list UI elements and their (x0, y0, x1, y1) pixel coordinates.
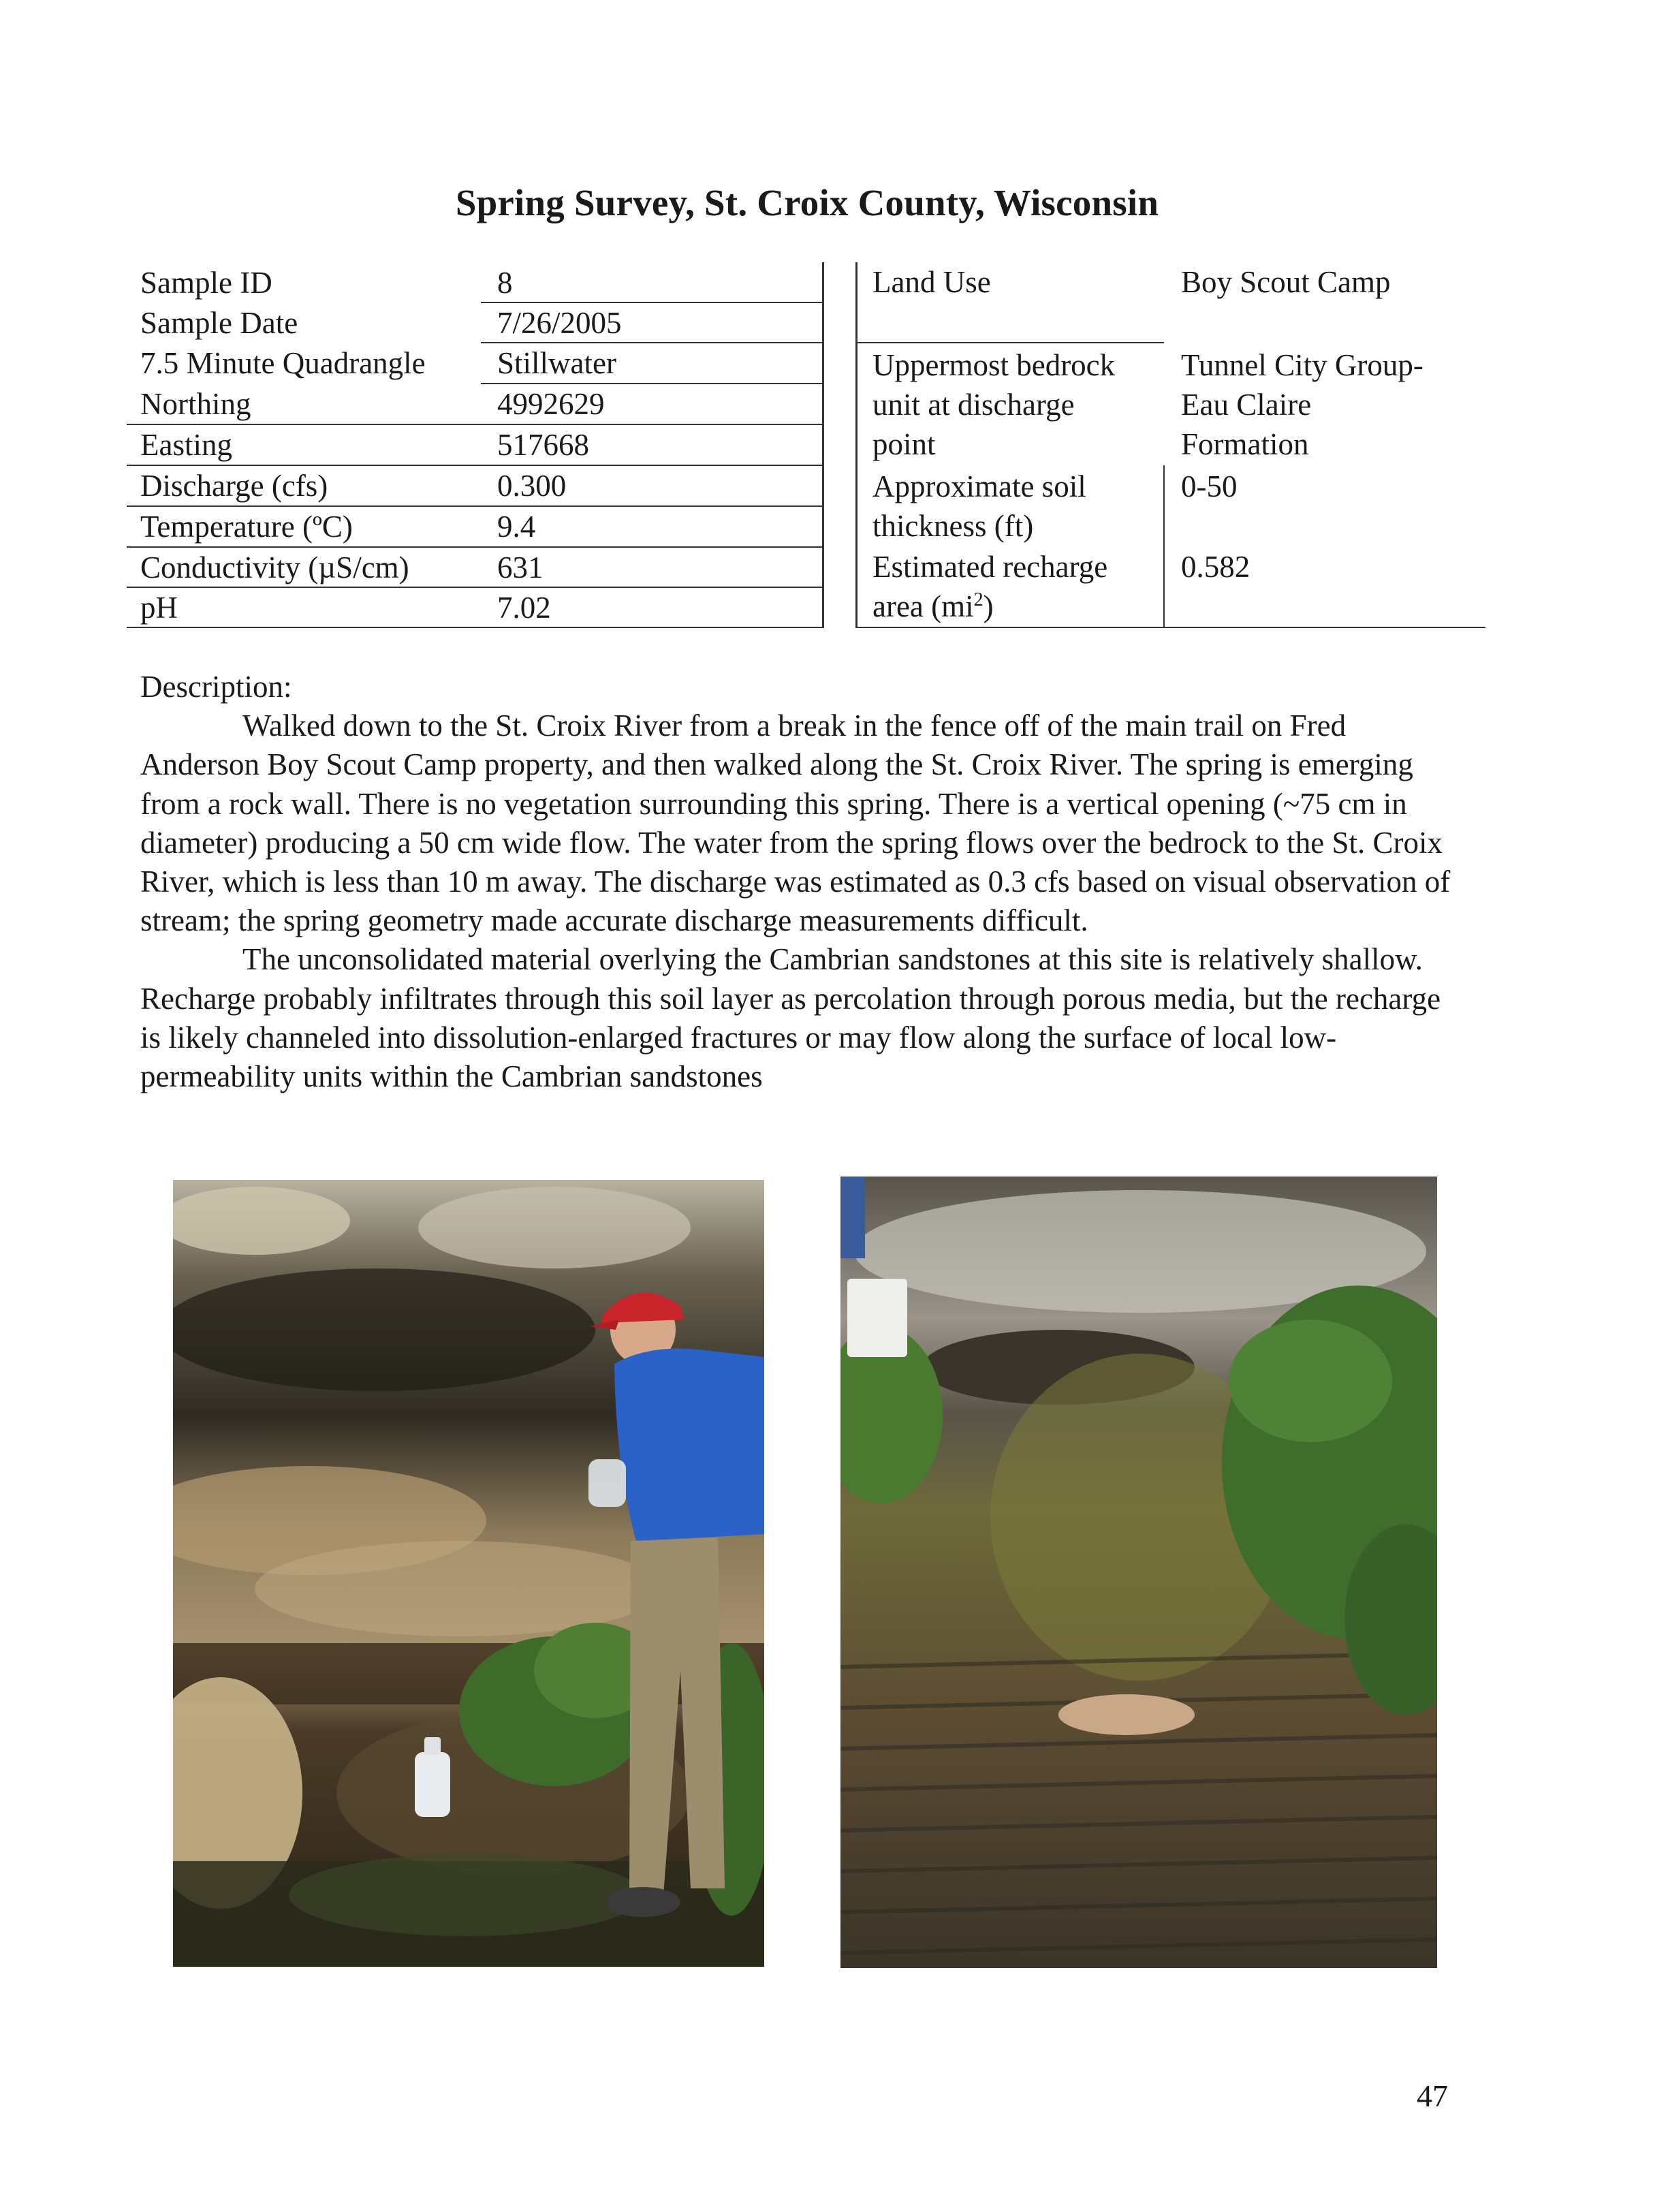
row-label: pH (140, 591, 178, 625)
bedrock-label-line: unit at discharge (872, 388, 1075, 422)
sample-data-table (127, 262, 823, 628)
row-value: 0.300 (497, 469, 567, 503)
description-paragraph: Walked down to the St. Croix River from a break in the fence off of the main trail on Fred Anderson Boy Scout Camp property, and then walked along the St. Croix River. The spring is emerging from a rock wall. There is no vegetation surrounding this spring. There is a vertical opening (~75 cm in diameter) producing a 50 cm wide flow. The water from the spring flows over the bedrock to the St. Croix River, which is less than 10 m away. The discharge was estimated as 0.3 cfs based on visual observation of stream; the spring geometry made accurate discharge measurements difficult. (140, 708, 1451, 938)
table-row (127, 302, 823, 343)
spring-outflow-photo (840, 1177, 1437, 1968)
table-row (127, 547, 823, 588)
row-label: 7.5 Minute Quadrangle (140, 346, 426, 380)
page-number: 47 (1417, 2078, 1448, 2113)
row-value: 7/26/2005 (497, 306, 622, 340)
table-row (127, 506, 823, 547)
bedrock-value-line: Eau Claire (1181, 388, 1312, 422)
row-value: 9.4 (497, 510, 536, 544)
soil-label-line: thickness (ft) (872, 509, 1034, 543)
table-row (127, 384, 823, 424)
bedrock-label-line: point (872, 427, 936, 461)
table-row (127, 343, 823, 384)
land-use-label: Land Use (872, 265, 991, 299)
row-value: 8 (497, 266, 513, 300)
soil-label-line: Approximate soil (872, 469, 1086, 503)
row-label: Northing (140, 387, 251, 421)
row-label: Sample Date (140, 306, 298, 340)
recharge-label-line: area $(mi^2)$ (872, 589, 994, 623)
row-label: Conductivity (µS/cm) (140, 550, 409, 585)
row-label: Easting (140, 428, 232, 462)
description-heading: Description: (140, 670, 292, 704)
row-value: 7.02 (497, 591, 551, 625)
bedrock-label-line: Uppermost bedrock (872, 348, 1116, 382)
site-info-table (855, 262, 1485, 630)
row-value: 517668 (497, 428, 589, 462)
bedrock-value-line: Formation (1181, 427, 1309, 461)
row-value: 631 (497, 550, 544, 585)
page-title: Spring Survey, St. Croix County, Wisconsin (455, 182, 1159, 223)
bedrock-value-line: Tunnel City Group- (1181, 348, 1423, 382)
row-label: Sample ID (140, 266, 272, 300)
description-paragraph: The unconsolidated material overlying the Cambrian sandstones at this site is relatively shallow. Recharge probably infiltrates through this soil layer as percolation through porous media, but the recharge is likely channeled into dissolution-enlarged fractures or may flow along the surface of local low-permeability units within the Cambrian sandstones (140, 942, 1441, 1094)
row-label: Discharge (cfs) (140, 469, 328, 503)
land-use-value: Boy Scout Camp (1181, 265, 1391, 299)
soil-value: 0-50 (1181, 469, 1238, 503)
spring-sampling-photo (173, 1180, 764, 1967)
table-row (127, 262, 823, 303)
row-label: Temperature (ºC) (140, 510, 353, 544)
row-value: 4992629 (497, 387, 605, 421)
table-row (127, 465, 823, 506)
recharge-label-line: Estimated recharge (872, 550, 1108, 584)
table-row (127, 424, 823, 465)
recharge-value: 0.582 (1181, 550, 1250, 584)
description-section (140, 668, 1468, 1096)
table-row (127, 587, 823, 628)
row-value: Stillwater (497, 346, 616, 380)
